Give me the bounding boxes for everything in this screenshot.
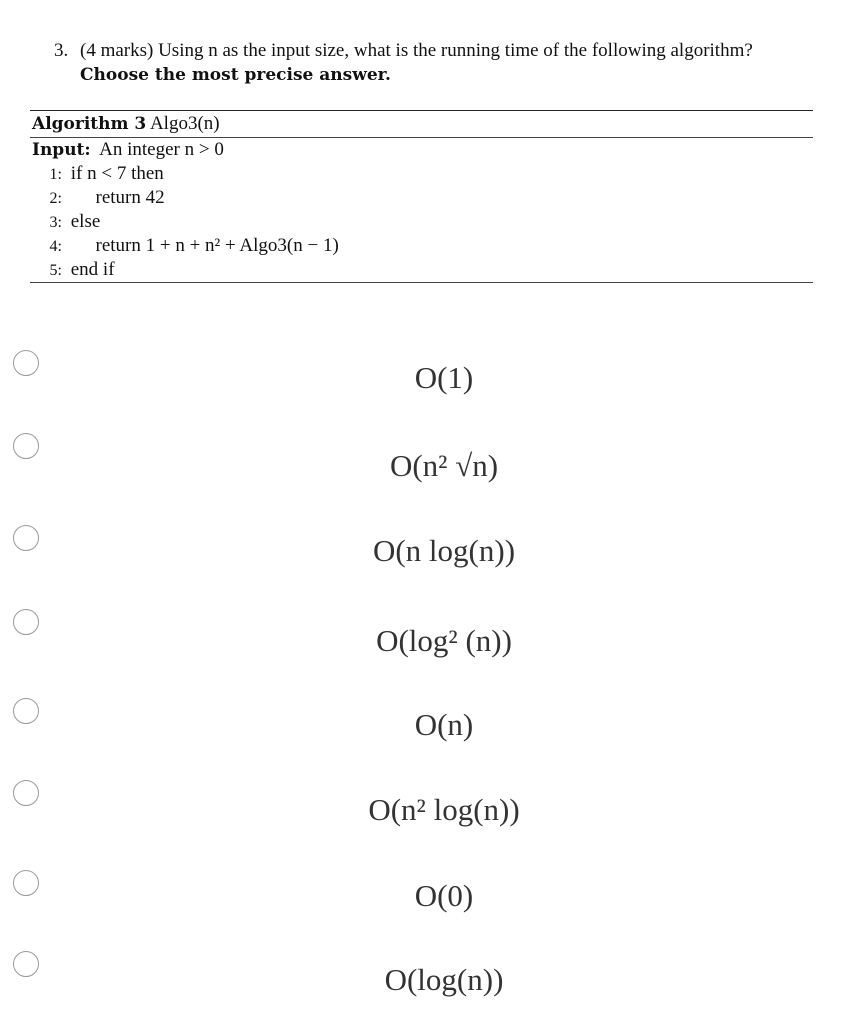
line-number: 1: [49,166,62,183]
algorithm-line-5 [30,258,813,282]
algorithm-bottom-rule [30,282,813,283]
option-label[interactable]: O(log² (n)) [376,623,512,658]
radio-button[interactable] [13,870,39,896]
radio-button[interactable] [13,525,39,551]
algorithm-input-label: Input: [32,140,91,160]
algorithm-line-2 [30,186,813,210]
question-line-1 [54,38,834,63]
line-number: 2: [49,190,62,207]
line-number: 5: [49,262,62,279]
algorithm-box [30,110,813,283]
option-label[interactable]: O(n) [414,707,474,742]
answer-option[interactable] [0,523,856,583]
answer-option[interactable] [0,607,856,667]
radio-button[interactable] [13,951,39,977]
algorithm-input-row [30,138,813,162]
option-label[interactable]: O(1) [414,360,474,395]
algorithm-label: Algorithm 3 [32,114,147,134]
option-label[interactable]: O(0) [414,878,474,913]
answer-option[interactable] [0,348,856,408]
answer-option[interactable] [0,868,856,928]
option-label[interactable]: O(n log(n)) [372,533,516,568]
algorithm-name: Algo3(n) [149,113,220,134]
line-text: return 1 + n + n² + Algo3(n − 1) [95,235,339,256]
question-number: 3. [54,40,69,61]
algorithm-line-3 [30,210,813,234]
option-label[interactable]: O(log(n)) [384,962,504,997]
radio-button[interactable] [13,350,39,376]
option-label[interactable]: O(n² log(n)) [368,792,520,827]
answer-option[interactable] [0,780,856,840]
algorithm-header [30,111,813,137]
radio-button[interactable] [13,433,39,459]
radio-button[interactable] [13,780,39,806]
line-number: 3: [49,214,62,231]
line-text: else [70,211,101,232]
algorithm-input-text: An integer n > 0 [99,139,224,160]
algorithm-line-1 [30,162,813,186]
answer-option[interactable] [0,697,856,757]
answer-option[interactable] [0,950,856,1010]
question-prompt: (4 marks) Using n as the input size, what is the running time of the following algorithm? [80,40,753,61]
algorithm-line-4 [30,234,813,258]
question-text [54,38,834,88]
line-text: end if [70,259,115,280]
option-label[interactable]: O(n² √n) [389,448,499,483]
radio-button[interactable] [13,609,39,635]
answer-option[interactable] [0,432,856,492]
line-text: if n < 7 then [70,163,164,184]
line-number: 4: [49,238,62,255]
question-instruction: Choose the most precise answer. [80,65,391,85]
line-text: return 42 [95,187,165,208]
radio-button[interactable] [13,698,39,724]
